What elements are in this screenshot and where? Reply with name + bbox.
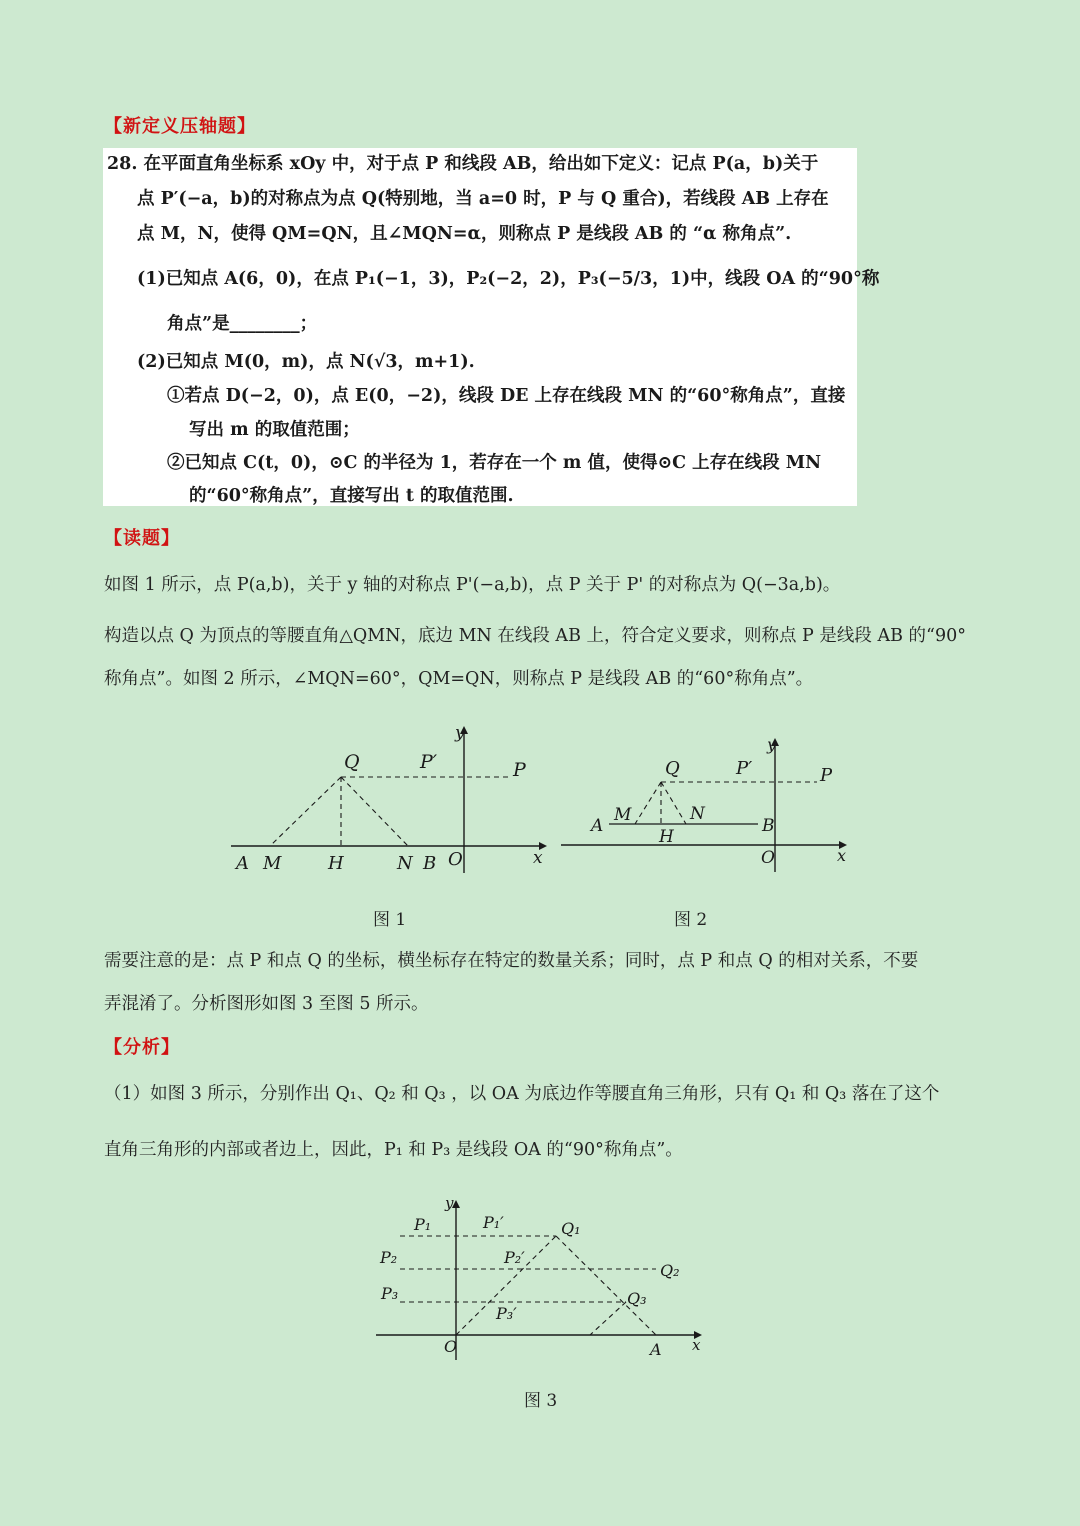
heading-analysis: 【分析】 [104,1037,180,1058]
label-y: y [455,723,465,743]
label-H: H [328,853,344,874]
label-x: x [837,846,847,865]
label-P3-prime: P₃′ [496,1304,517,1323]
label-M: M [263,853,282,874]
read-paragraph-1: 如图 1 所示，点 P(a,b)，关于 y 轴的对称点 P'(−a,b)，点 P 关于 P' 的对称点为 Q(−3a,b)。 [104,575,841,595]
problem-statement-box [103,148,880,506]
label-P1: P₁ [414,1215,432,1234]
label-P: P [513,759,526,781]
label-P1-prime: P₁′ [483,1213,504,1232]
label-P3: P₃ [381,1284,399,1303]
problem-line: ②已知点 C(t，0)，⊙C 的半径为 1，若存在一个 m 值，使得⊙C 上存在线段 MN [167,453,822,473]
label-N: N [397,853,413,874]
label-H: H [659,827,674,847]
read-paragraph-2a: 构造以点 Q 为顶点的等腰直角△QMN，底边 MN 在线段 AB 上，符合定义要求，则称点 P 是线段 AB 的“90° [104,626,966,646]
figure-2 [555,730,855,880]
analysis-paragraph-1: （1）如图 3 所示，分别作出 Q₁、Q₂ 和 Q₃ ，以 OA 为底边作等腰直角三角形，只有 Q₁ 和 Q₃ 落在了这个 [104,1084,940,1104]
q3-drop-line [590,1302,626,1335]
label-P-prime: P′ [736,758,753,779]
problem-line: ①若点 D(−2，0)，点 E(0，−2)，线段 DE 上存在线段 MN 的“60°称角点”，直接 [167,386,846,406]
label-M: M [614,805,632,825]
heading-read: 【读题】 [104,528,180,549]
label-O: O [761,848,775,868]
analysis-paragraph-2: 直角三角形的内部或者边上，因此，P₁ 和 P₃ 是线段 OA 的“90°称角点”。 [104,1140,683,1160]
problem-line: (2)已知点 M(0，m)，点 N(√3，m+1). [137,352,475,372]
label-B: B [423,853,437,874]
label-A: A [236,853,249,874]
read-paragraph-2b: 称角点”。如图 2 所示，∠MQN=60°，QM=QN，则称点 P 是线段 AB 的“60°称角点”。 [104,669,814,689]
label-Q1: Q₁ [561,1219,581,1238]
label-O: O [448,849,463,870]
label-O: O [444,1337,458,1356]
qm-line [270,777,341,846]
qn-line [341,777,408,846]
label-x: x [533,848,543,868]
qn-line [661,782,686,824]
label-P: P [820,765,833,786]
label-P-prime: P′ [420,751,438,773]
qm-line [635,782,661,824]
label-Q: Q [665,758,680,779]
figure-2-caption: 图 2 [674,910,708,930]
read-paragraph-3b: 弄混淆了。分析图形如图 3 至图 5 所示。 [104,994,429,1014]
problem-line: 点 M，N，使得 QM=QN，且∠MQN=α，则称点 P 是线段 AB 的 “α 称角点”. [137,224,792,244]
label-B: B [762,816,775,836]
figure-3-caption: 图 3 [524,1391,558,1411]
heading-new-definition: 【新定义压轴题】 [104,116,256,137]
label-N: N [690,804,705,824]
problem-line: 的“60°称角点”，直接写出 t 的取值范围. [189,486,514,506]
label-A: A [591,816,604,836]
figure-3 [370,1192,710,1364]
problem-line: (1)已知点 A(6，0)，在点 P₁(−1，3)，P₂(−2，2)，P₃(−5/3，1)中，线段 OA 的“90°称 [137,269,880,289]
label-A: A [650,1340,662,1359]
problem-line: 28. 在平面直角坐标系 xOy 中，对于点 P 和线段 AB，给出如下定义：记点 P(a，b)关于 [107,154,819,174]
read-paragraph-3a: 需要注意的是：点 P 和点 Q 的坐标，横坐标存在特定的数量关系；同时，点 P 和点 Q 的相对关系，不要 [104,951,919,971]
label-y: y [767,735,777,754]
problem-line: 角点”是________； [167,314,318,334]
problem-line: 写出 m 的取值范围； [189,420,360,440]
label-Q2: Q₂ [660,1261,680,1280]
problem-line: 点 P′(−a，b)的对称点为点 Q(特别地，当 a=0 时，P 与 Q 重合)，若线段 AB 上存在 [137,189,829,209]
label-Q: Q [344,751,360,773]
label-P2: P₂ [380,1248,398,1267]
figure-1-caption: 图 1 [373,910,407,930]
label-y: y [445,1194,454,1212]
label-Q3: Q₃ [627,1289,647,1308]
label-x: x [692,1336,701,1354]
figure-1 [225,718,555,883]
label-P2-prime: P₂′ [504,1248,525,1267]
